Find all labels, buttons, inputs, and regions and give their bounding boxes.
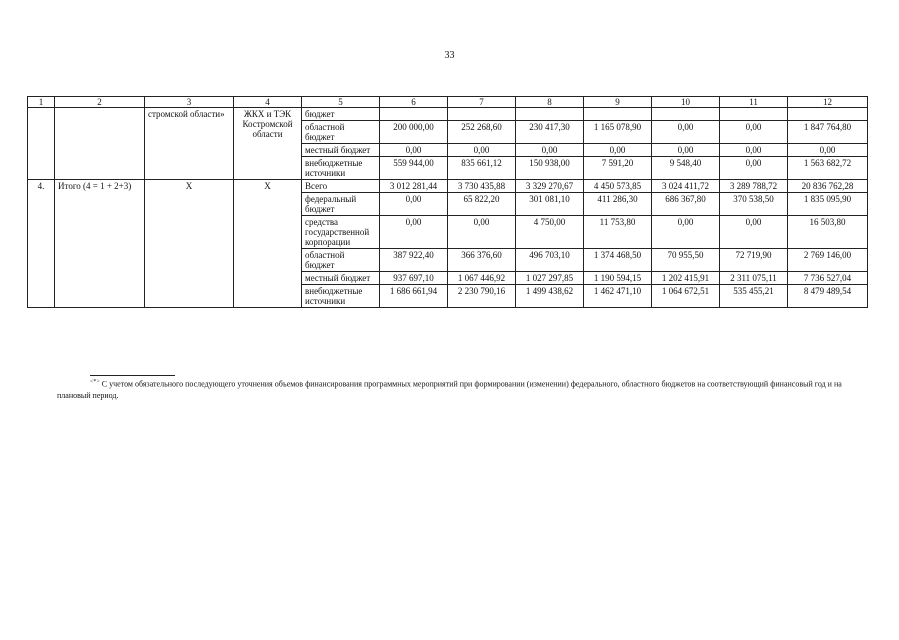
value-cell: 0,00: [516, 144, 584, 157]
program-cell: стромской области»: [145, 108, 234, 180]
value-cell: 0,00: [720, 157, 788, 180]
row-number-cell: 4.: [28, 180, 55, 308]
value-cell: 0,00: [448, 216, 516, 249]
value-cell: 1 202 415,91: [652, 272, 720, 285]
value-cell: 3 012 281,44: [380, 180, 448, 193]
value-cell: 3 289 788,72: [720, 180, 788, 193]
value-cell: 9 548,40: [652, 157, 720, 180]
value-cell: 252 268,60: [448, 121, 516, 144]
program-cell: Х: [145, 180, 234, 308]
value-cell: 70 955,50: [652, 249, 720, 272]
value-cell: 72 719,90: [720, 249, 788, 272]
table-row: [28, 180, 868, 193]
value-cell: 3 024 411,72: [652, 180, 720, 193]
value-cell: 0,00: [584, 144, 652, 157]
value-cell: 1 190 594,15: [584, 272, 652, 285]
funding-source-cell: областной бюджет: [302, 249, 380, 272]
budget-table: [27, 96, 868, 308]
value-cell: 3 730 435,88: [448, 180, 516, 193]
value-cell: 0,00: [720, 144, 788, 157]
funding-source-cell: местный бюджет: [302, 144, 380, 157]
value-cell: 1 027 297,85: [516, 272, 584, 285]
column-header: 4: [234, 97, 302, 108]
value-cell: 150 938,00: [516, 157, 584, 180]
value-cell: 20 836 762,28: [788, 180, 868, 193]
value-cell: [584, 108, 652, 121]
value-cell: 200 000,00: [380, 121, 448, 144]
value-cell: 496 703,10: [516, 249, 584, 272]
value-cell: [516, 108, 584, 121]
value-cell: 3 329 270,67: [516, 180, 584, 193]
value-cell: 1 462 471,10: [584, 285, 652, 308]
funding-source-cell: местный бюджет: [302, 272, 380, 285]
column-header: 11: [720, 97, 788, 108]
header-row: [28, 97, 868, 108]
footnote-separator: [90, 375, 175, 376]
value-cell: 0,00: [652, 216, 720, 249]
value-cell: [652, 108, 720, 121]
value-cell: 65 822,20: [448, 193, 516, 216]
row-name-cell: [55, 108, 145, 180]
funding-source-cell: Всего: [302, 180, 380, 193]
column-header: 3: [145, 97, 234, 108]
value-cell: 559 944,00: [380, 157, 448, 180]
value-cell: 366 376,60: [448, 249, 516, 272]
value-cell: 4 450 573,85: [584, 180, 652, 193]
funding-source-cell: внебюджетные источники: [302, 157, 380, 180]
executor-cell: ЖКХ и ТЭК Костромской области: [234, 108, 302, 180]
value-cell: 1 686 661,94: [380, 285, 448, 308]
value-cell: 835 661,12: [448, 157, 516, 180]
value-cell: 4 750,00: [516, 216, 584, 249]
value-cell: 0,00: [380, 144, 448, 157]
column-header: 5: [302, 97, 380, 108]
page-number: 33: [444, 50, 455, 61]
value-cell: [720, 108, 788, 121]
value-cell: [448, 108, 516, 121]
value-cell: 7 736 527,04: [788, 272, 868, 285]
funding-source-cell: средства государственной корпорации: [302, 216, 380, 249]
value-cell: 1 374 468,50: [584, 249, 652, 272]
funding-source-cell: областной бюджет: [302, 121, 380, 144]
column-header: 8: [516, 97, 584, 108]
value-cell: 370 538,50: [720, 193, 788, 216]
value-cell: 7 591,20: [584, 157, 652, 180]
value-cell: 0,00: [652, 121, 720, 144]
column-header: 7: [448, 97, 516, 108]
value-cell: 2 769 146,00: [788, 249, 868, 272]
value-cell: 301 081,10: [516, 193, 584, 216]
value-cell: 16 503,80: [788, 216, 868, 249]
value-cell: 0,00: [380, 216, 448, 249]
column-header: 6: [380, 97, 448, 108]
row-number-cell: [28, 108, 55, 180]
value-cell: 0,00: [788, 144, 868, 157]
value-cell: 535 455,21: [720, 285, 788, 308]
value-cell: 2 230 790,16: [448, 285, 516, 308]
value-cell: 0,00: [720, 216, 788, 249]
value-cell: 1 064 672,51: [652, 285, 720, 308]
value-cell: 8 479 489,54: [788, 285, 868, 308]
row-name-cell: Итого (4 = 1 + 2+3): [55, 180, 145, 308]
value-cell: [380, 108, 448, 121]
column-header: 1: [28, 97, 55, 108]
value-cell: 0,00: [652, 144, 720, 157]
footnote: [57, 377, 857, 401]
value-cell: 1 165 078,90: [584, 121, 652, 144]
funding-source-cell: внебюджетные источники: [302, 285, 380, 308]
value-cell: 2 311 075,11: [720, 272, 788, 285]
column-header: 2: [55, 97, 145, 108]
value-cell: 1 067 446,92: [448, 272, 516, 285]
footnote-text: С учетом обязательного последующего уточнения объемов финансирования программных мероприятий при формировании (изменении) федерального, областного бюджетов на соответствующий финансовый год и на плановый период.: [57, 379, 842, 400]
funding-source-cell: федеральный бюджет: [302, 193, 380, 216]
value-cell: 1 563 682,72: [788, 157, 868, 180]
column-header: 9: [584, 97, 652, 108]
value-cell: 1 499 438,62: [516, 285, 584, 308]
table-row: [28, 108, 868, 121]
column-header: 10: [652, 97, 720, 108]
column-header: 12: [788, 97, 868, 108]
value-cell: 937 697,10: [380, 272, 448, 285]
value-cell: 11 753,80: [584, 216, 652, 249]
value-cell: 0,00: [720, 121, 788, 144]
value-cell: 1 847 764,80: [788, 121, 868, 144]
footnote-marker: <*>: [90, 379, 100, 385]
value-cell: 230 417,30: [516, 121, 584, 144]
value-cell: 0,00: [448, 144, 516, 157]
value-cell: 0,00: [380, 193, 448, 216]
funding-source-cell: бюджет: [302, 108, 380, 121]
value-cell: 411 286,30: [584, 193, 652, 216]
value-cell: [788, 108, 868, 121]
value-cell: 387 922,40: [380, 249, 448, 272]
value-cell: 686 367,80: [652, 193, 720, 216]
executor-cell: Х: [234, 180, 302, 308]
value-cell: 1 835 095,90: [788, 193, 868, 216]
